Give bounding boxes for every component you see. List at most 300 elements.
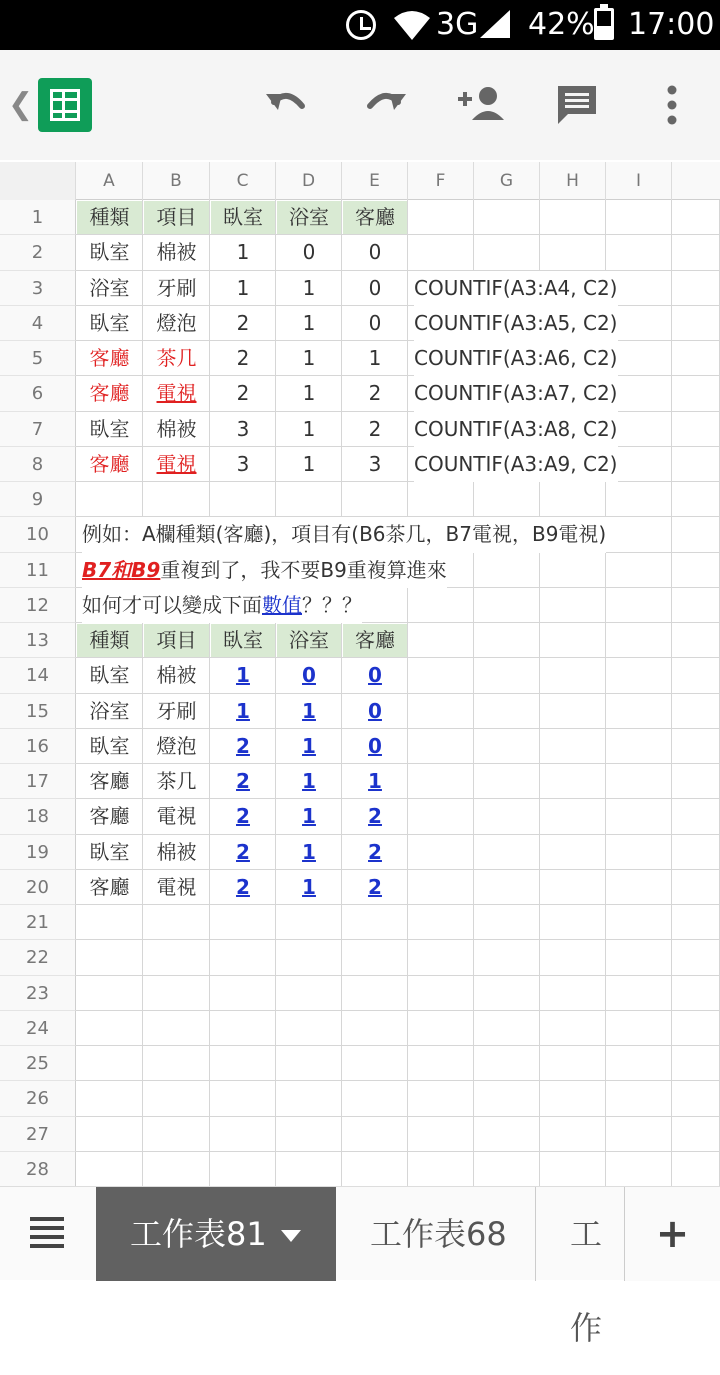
grid-cell[interactable] xyxy=(606,764,672,799)
note-and: 和 xyxy=(111,557,132,582)
cell-item: 電視 xyxy=(156,804,197,829)
cell-type: 臥室 xyxy=(89,663,130,688)
row-header[interactable]: 26 xyxy=(0,1081,76,1116)
grid-cell[interactable] xyxy=(408,482,474,517)
table-header-label: 浴室 xyxy=(289,205,329,229)
grid-cell[interactable] xyxy=(474,729,540,764)
grid-cell[interactable] xyxy=(408,1011,474,1046)
grid-cell[interactable] xyxy=(672,694,720,729)
grid-cell[interactable] xyxy=(76,905,143,940)
grid-cell[interactable] xyxy=(474,1117,540,1152)
grid-cell[interactable] xyxy=(540,976,606,1011)
grid-cell[interactable] xyxy=(606,976,672,1011)
grid-cell[interactable] xyxy=(540,905,606,940)
cell-bathroom-count-link: 1 xyxy=(302,839,316,864)
note-ref-b7: B7 xyxy=(82,557,112,582)
grid-cell[interactable] xyxy=(606,1152,672,1187)
grid-cell[interactable] xyxy=(606,694,672,729)
table-header-label: 臥室 xyxy=(223,628,263,652)
grid-cell[interactable] xyxy=(606,1081,672,1116)
grid-cell[interactable] xyxy=(276,905,342,940)
grid-cell[interactable] xyxy=(474,623,540,658)
grid-cell[interactable] xyxy=(606,553,672,588)
column-header-f[interactable]: F xyxy=(408,162,474,200)
grid-cell[interactable] xyxy=(210,482,276,517)
tab-label: 工作 xyxy=(570,1215,603,1347)
grid-cell[interactable] xyxy=(606,235,672,270)
tab-sheet-partial[interactable] xyxy=(536,1187,626,1347)
grid-cell[interactable] xyxy=(474,799,540,834)
note-ref-b9: B9 xyxy=(131,557,161,582)
grid-cell[interactable] xyxy=(672,306,720,341)
table-header-label: 種類 xyxy=(89,205,130,229)
grid-cell[interactable] xyxy=(408,870,474,905)
row-header[interactable]: 2 xyxy=(0,235,76,270)
grid-cell[interactable] xyxy=(408,200,474,235)
tab-label: 工作表81 xyxy=(130,1215,267,1253)
google-sheets-icon[interactable] xyxy=(38,78,92,132)
clock: 17:00 xyxy=(628,7,715,42)
grid-cell[interactable] xyxy=(408,835,474,870)
grid-cell[interactable] xyxy=(276,940,342,975)
grid-cell[interactable] xyxy=(672,588,720,623)
cell-livingroom-count: 1 xyxy=(368,346,382,370)
grid-cell[interactable] xyxy=(210,1011,276,1046)
grid-cell[interactable] xyxy=(474,658,540,693)
row-header[interactable]: 27 xyxy=(0,1117,76,1152)
chevron-down-icon[interactable] xyxy=(281,1230,301,1242)
cell-bathroom-count-link: 1 xyxy=(302,874,316,899)
grid-cell[interactable] xyxy=(408,1046,474,1081)
grid-cell[interactable] xyxy=(540,553,606,588)
row-header[interactable]: 23 xyxy=(0,976,76,1011)
cell-item: 燈泡 xyxy=(156,310,197,335)
table-header-label: 客廳 xyxy=(355,628,395,652)
grid-cell[interactable] xyxy=(540,623,606,658)
grid-cell[interactable] xyxy=(474,1046,540,1081)
grid-cell[interactable] xyxy=(606,658,672,693)
column-header-a[interactable]: A xyxy=(76,162,143,200)
cell-livingroom-count: 2 xyxy=(368,381,382,406)
row-header[interactable]: 22 xyxy=(0,940,76,975)
grid-cell[interactable] xyxy=(606,870,672,905)
grid-cell[interactable] xyxy=(474,482,540,517)
column-header-i[interactable]: I xyxy=(606,162,672,200)
cell-bedroom-count-link: 2 xyxy=(236,874,250,899)
grid-cell[interactable] xyxy=(76,1011,143,1046)
row-header[interactable]: 28 xyxy=(0,1152,76,1187)
grid-cell[interactable] xyxy=(408,588,474,623)
network-type: 3G xyxy=(436,7,479,42)
cell-livingroom-count: 0 xyxy=(368,240,382,265)
grid-cell[interactable] xyxy=(606,623,672,658)
grid-cell[interactable] xyxy=(474,870,540,905)
cell-bathroom-count-link: 1 xyxy=(302,733,316,758)
grid-cell[interactable] xyxy=(540,658,606,693)
grid-cell[interactable] xyxy=(672,940,720,975)
grid-cell[interactable] xyxy=(672,341,720,376)
grid-cell[interactable] xyxy=(474,588,540,623)
cell-item: 棉被 xyxy=(156,416,197,441)
grid-cell[interactable] xyxy=(672,658,720,693)
grid-cell[interactable] xyxy=(672,1081,720,1116)
table-header-label: 種類 xyxy=(89,628,130,652)
grid-cell[interactable] xyxy=(408,976,474,1011)
grid-cell[interactable] xyxy=(672,1117,720,1152)
grid-cell[interactable] xyxy=(408,694,474,729)
grid-cell[interactable] xyxy=(540,764,606,799)
cell-item: 棉被 xyxy=(156,240,197,265)
grid-cell[interactable] xyxy=(276,1011,342,1046)
grid-cell[interactable] xyxy=(210,976,276,1011)
cell-bedroom-count: 2 xyxy=(236,310,250,335)
grid-cell[interactable] xyxy=(76,482,143,517)
signal-icon xyxy=(478,8,512,40)
cell-type: 臥室 xyxy=(89,310,130,335)
grid-cell[interactable] xyxy=(143,905,210,940)
more-vert-icon xyxy=(648,80,698,130)
grid-cell[interactable] xyxy=(540,1152,606,1187)
grid-cell[interactable] xyxy=(408,1081,474,1116)
grid-cell[interactable] xyxy=(474,235,540,270)
cell-type: 浴室 xyxy=(89,275,130,300)
grid-cell[interactable] xyxy=(408,235,474,270)
grid-cell[interactable] xyxy=(672,553,720,588)
alarm-icon xyxy=(346,10,376,40)
note-question-text: 如何才可以變成下面 xyxy=(82,592,262,617)
cell-bathroom-count-link: 1 xyxy=(302,769,316,793)
grid-cell[interactable] xyxy=(606,1117,672,1152)
grid-cell[interactable] xyxy=(672,905,720,940)
cell-item: 棉被 xyxy=(156,663,197,688)
grid-cell[interactable] xyxy=(342,1081,408,1116)
tab-active-sheet[interactable] xyxy=(96,1187,336,1281)
table-header-label: 臥室 xyxy=(223,205,263,229)
grid-cell[interactable] xyxy=(672,271,720,306)
row-header[interactable]: 11 xyxy=(0,553,76,588)
grid-cell[interactable] xyxy=(474,764,540,799)
grid-cell[interactable] xyxy=(540,729,606,764)
grid-cell[interactable] xyxy=(342,1011,408,1046)
grid-cell[interactable] xyxy=(606,200,672,235)
grid-cell[interactable] xyxy=(540,694,606,729)
cell-item: 電視 xyxy=(156,874,197,899)
grid-cell[interactable] xyxy=(408,1117,474,1152)
grid-cell[interactable] xyxy=(408,729,474,764)
grid-cell[interactable] xyxy=(408,905,474,940)
grid-cell[interactable] xyxy=(143,1117,210,1152)
grid-cell[interactable] xyxy=(408,940,474,975)
cell-type: 客廳 xyxy=(89,874,130,899)
row-header[interactable]: 18 xyxy=(0,799,76,834)
row-header[interactable]: 4 xyxy=(0,306,76,341)
grid-cell[interactable] xyxy=(76,976,143,1011)
cell-type: 臥室 xyxy=(89,240,130,265)
grid-cell[interactable] xyxy=(143,1046,210,1081)
grid-cell[interactable] xyxy=(672,799,720,834)
redo-button[interactable] xyxy=(360,80,410,130)
grid-cell[interactable] xyxy=(210,1081,276,1116)
sheets-list-menu-icon[interactable] xyxy=(30,1217,64,1247)
cell-bedroom-count: 2 xyxy=(236,381,250,406)
grid-cell[interactable] xyxy=(76,940,143,975)
grid-cell[interactable] xyxy=(672,1011,720,1046)
row-header[interactable]: 15 xyxy=(0,694,76,729)
row-header[interactable]: 21 xyxy=(0,905,76,940)
grid-cell[interactable] xyxy=(540,835,606,870)
row-header[interactable]: 10 xyxy=(0,517,76,552)
grid-cell[interactable] xyxy=(606,1046,672,1081)
cell-item: 牙刷 xyxy=(156,275,197,300)
grid-cell[interactable] xyxy=(672,447,720,482)
cell-type: 客廳 xyxy=(89,804,130,829)
row-header[interactable]: 25 xyxy=(0,1046,76,1081)
grid-cell[interactable] xyxy=(210,1117,276,1152)
row-header[interactable]: 5 xyxy=(0,341,76,376)
grid-cell[interactable] xyxy=(76,1046,143,1081)
grid-cell[interactable] xyxy=(672,870,720,905)
cell-bathroom-count: 1 xyxy=(302,451,316,476)
row-header[interactable]: 1 xyxy=(0,200,76,235)
grid-cell[interactable] xyxy=(672,764,720,799)
grid-cell[interactable] xyxy=(672,976,720,1011)
grid-cell[interactable] xyxy=(672,623,720,658)
column-header-row xyxy=(0,162,720,200)
grid-cell[interactable] xyxy=(408,623,474,658)
row-header[interactable]: 14 xyxy=(0,658,76,693)
grid-cell[interactable] xyxy=(342,976,408,1011)
grid-cell[interactable] xyxy=(143,976,210,1011)
grid-cell[interactable] xyxy=(276,1046,342,1081)
cell-item: 電視 xyxy=(156,381,197,406)
grid-cell[interactable] xyxy=(76,1117,143,1152)
grid-cell[interactable] xyxy=(143,482,210,517)
column-header-h[interactable]: H xyxy=(540,162,606,200)
cell-livingroom-count-link: 2 xyxy=(368,839,382,864)
row-header[interactable]: 3 xyxy=(0,271,76,306)
grid-cell[interactable] xyxy=(342,1046,408,1081)
grid-cell[interactable] xyxy=(408,1152,474,1187)
cell-bedroom-count-link: 1 xyxy=(236,663,250,688)
cell-bedroom-count-link: 2 xyxy=(236,733,250,758)
grid-cell[interactable] xyxy=(276,1117,342,1152)
cell-bedroom-count-link: 2 xyxy=(236,839,250,864)
grid-cell[interactable] xyxy=(672,376,720,411)
grid-cell[interactable] xyxy=(540,940,606,975)
cell-item: 牙刷 xyxy=(156,698,197,723)
battery-percent: 42% xyxy=(528,7,595,42)
cell-type: 臥室 xyxy=(89,416,130,441)
undo-button[interactable] xyxy=(262,80,312,130)
cell-livingroom-count: 3 xyxy=(368,451,382,476)
column-header-g[interactable]: G xyxy=(474,162,540,200)
grid-cell[interactable] xyxy=(672,835,720,870)
grid-cell[interactable] xyxy=(606,940,672,975)
battery-icon xyxy=(594,8,614,40)
select-all-corner[interactable] xyxy=(0,162,76,200)
wifi-icon xyxy=(392,8,432,42)
grid-cell[interactable] xyxy=(540,870,606,905)
grid-cell[interactable] xyxy=(474,200,540,235)
grid-cell[interactable] xyxy=(143,1081,210,1116)
grid-cell[interactable] xyxy=(143,940,210,975)
grid-cell[interactable] xyxy=(342,1117,408,1152)
grid-cell[interactable] xyxy=(408,799,474,834)
row-header[interactable]: 6 xyxy=(0,376,76,411)
cell-formula-text: COUNTIF(A3:A5, C2) xyxy=(414,306,618,341)
row-header[interactable]: 8 xyxy=(0,447,76,482)
cell-bedroom-count: 3 xyxy=(236,416,250,441)
app-toolbar xyxy=(0,50,720,160)
table-header-label: 項目 xyxy=(156,205,197,229)
cell-livingroom-count-link: 0 xyxy=(368,733,382,758)
grid-cell[interactable] xyxy=(474,835,540,870)
grid-cell[interactable] xyxy=(540,1081,606,1116)
cell-type: 客廳 xyxy=(89,769,130,793)
cell-type: 客廳 xyxy=(89,451,130,476)
grid-cell[interactable] xyxy=(672,1046,720,1081)
grid-cell[interactable] xyxy=(474,905,540,940)
cell-item: 燈泡 xyxy=(156,733,197,758)
grid-cell[interactable] xyxy=(210,1152,276,1187)
grid-cell[interactable] xyxy=(672,482,720,517)
grid-cell[interactable] xyxy=(474,940,540,975)
grid-cell[interactable] xyxy=(474,553,540,588)
cell-livingroom-count-link: 2 xyxy=(368,874,382,899)
table-header-label: 項目 xyxy=(156,628,197,652)
note-duplicate-text: 重複到了，我不要B9重複算進來 xyxy=(160,557,447,582)
grid-cell[interactable] xyxy=(540,588,606,623)
sheet-tab-bar xyxy=(0,1186,720,1347)
cell-bathroom-count-link: 1 xyxy=(302,698,316,723)
cell-item: 棉被 xyxy=(156,839,197,864)
cell-item: 電視 xyxy=(156,451,197,476)
grid-cell[interactable] xyxy=(672,200,720,235)
cell-bedroom-count: 3 xyxy=(236,451,250,476)
add-person-icon xyxy=(456,80,506,130)
column-header-d[interactable]: D xyxy=(276,162,342,200)
spreadsheet-grid[interactable] xyxy=(0,162,720,1186)
back-chevron-icon[interactable]: ❮ xyxy=(8,87,34,122)
cell-livingroom-count-link: 0 xyxy=(368,698,382,723)
grid-cell[interactable] xyxy=(540,1046,606,1081)
row-header[interactable]: 24 xyxy=(0,1011,76,1046)
cell-bedroom-count-link: 2 xyxy=(236,804,250,829)
cell-livingroom-count: 2 xyxy=(368,416,382,441)
row-header[interactable]: 19 xyxy=(0,835,76,870)
more-options-button[interactable] xyxy=(648,80,698,130)
grid-cell[interactable] xyxy=(540,1117,606,1152)
grid-cell[interactable] xyxy=(540,1011,606,1046)
row-header[interactable]: 13 xyxy=(0,623,76,658)
cell-livingroom-count-link: 2 xyxy=(368,804,382,829)
grid-cell[interactable] xyxy=(606,835,672,870)
column-header-c[interactable]: C xyxy=(210,162,276,200)
grid-cell[interactable] xyxy=(672,412,720,447)
grid-cell[interactable] xyxy=(210,940,276,975)
grid-cell[interactable] xyxy=(276,1152,342,1187)
grid-cell[interactable] xyxy=(474,976,540,1011)
row-header[interactable]: 20 xyxy=(0,870,76,905)
row-header[interactable]: 9 xyxy=(0,482,76,517)
cell-livingroom-count: 0 xyxy=(368,310,382,335)
cell-bedroom-count-link: 1 xyxy=(236,698,250,723)
cell-formula-text: COUNTIF(A3:A7, C2) xyxy=(414,376,618,411)
cell-type: 浴室 xyxy=(89,698,130,723)
grid-cell[interactable] xyxy=(540,799,606,834)
grid-cell[interactable] xyxy=(342,1152,408,1187)
grid-cell[interactable] xyxy=(606,588,672,623)
column-header-e[interactable]: E xyxy=(342,162,408,200)
status-bar xyxy=(0,0,720,50)
grid-cell[interactable] xyxy=(474,1011,540,1046)
grid-cell[interactable] xyxy=(606,517,672,552)
row-header[interactable]: 17 xyxy=(0,764,76,799)
grid-cell[interactable] xyxy=(210,905,276,940)
column-header-b[interactable]: B xyxy=(143,162,210,200)
grid-cell[interactable] xyxy=(606,1011,672,1046)
grid-cell[interactable] xyxy=(342,482,408,517)
grid-cell[interactable] xyxy=(672,729,720,764)
grid-cell[interactable] xyxy=(540,482,606,517)
grid-cell[interactable] xyxy=(276,1081,342,1116)
grid-cell[interactable] xyxy=(342,905,408,940)
grid-cell[interactable] xyxy=(76,1081,143,1116)
grid-cell[interactable] xyxy=(408,658,474,693)
grid-cell[interactable] xyxy=(210,1046,276,1081)
grid-cell[interactable] xyxy=(276,976,342,1011)
grid-cell[interactable] xyxy=(76,1152,143,1187)
grid-cell[interactable] xyxy=(474,1081,540,1116)
cell-bathroom-count: 1 xyxy=(302,275,316,300)
cell-type: 客廳 xyxy=(89,346,130,370)
grid-cell[interactable] xyxy=(143,1152,210,1187)
cell-bedroom-count-link: 2 xyxy=(236,769,250,793)
grid-cell[interactable] xyxy=(672,235,720,270)
grid-cell[interactable] xyxy=(672,517,720,552)
grid-cell[interactable] xyxy=(606,799,672,834)
grid-cell[interactable] xyxy=(143,1011,210,1046)
note-line xyxy=(82,588,362,623)
grid-cell[interactable] xyxy=(540,235,606,270)
add-person-button[interactable] xyxy=(456,80,506,130)
row-header[interactable]: 16 xyxy=(0,729,76,764)
note-line xyxy=(82,517,606,552)
row-header[interactable]: 7 xyxy=(0,412,76,447)
cell-bathroom-count: 1 xyxy=(302,416,316,441)
grid-cell[interactable] xyxy=(474,1152,540,1187)
tab-sheet-68[interactable] xyxy=(336,1187,536,1281)
note-question-marks: ？？？ xyxy=(302,592,362,617)
row-header[interactable]: 12 xyxy=(0,588,76,623)
comment-button[interactable] xyxy=(552,80,602,130)
table-header-label: 客廳 xyxy=(355,205,395,229)
cell-formula-text: COUNTIF(A3:A4, C2) xyxy=(414,271,618,306)
note-values-link[interactable]: 數值 xyxy=(262,592,302,617)
grid-cell[interactable] xyxy=(606,905,672,940)
grid-cell[interactable] xyxy=(474,694,540,729)
note-example-text: 例如：A欄種類(客廳)，項目有(B6茶几，B7電視，B9電視) xyxy=(82,522,607,547)
grid-cell[interactable] xyxy=(408,764,474,799)
grid-cell[interactable] xyxy=(672,1152,720,1187)
cell-formula-text: COUNTIF(A3:A6, C2) xyxy=(414,341,618,376)
grid-cell[interactable] xyxy=(540,200,606,235)
grid-cell[interactable] xyxy=(606,729,672,764)
add-sheet-button[interactable]: + xyxy=(624,1187,720,1281)
grid-cell[interactable] xyxy=(606,482,672,517)
grid-cell[interactable] xyxy=(342,940,408,975)
grid-cell[interactable] xyxy=(276,482,342,517)
